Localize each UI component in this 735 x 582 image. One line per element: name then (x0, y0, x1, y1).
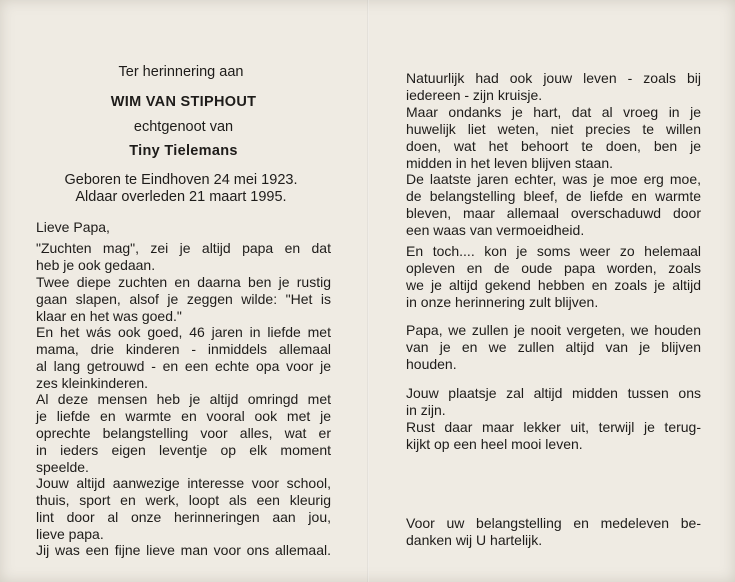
text-line: al lang getrouwd - en een echte opa voor je (36, 357, 331, 374)
spouse-name: Tiny Tielemans (129, 143, 238, 159)
birth-line: Geboren te Eindhoven 24 mei 1923. (64, 172, 298, 188)
text-line: kijkt op een heel mooi leven. (406, 435, 583, 452)
text-line: klaar en het was goed." (36, 307, 182, 324)
text-line: De laatste jaren echter, was je moe erg moe, (406, 171, 701, 187)
text-line: in onze herinnering zult blijven. (406, 293, 599, 310)
text-line: iedereen - zijn kruisje. (406, 86, 543, 103)
text-line: lint door al onze herinneringen aan jou, (36, 508, 331, 525)
text-line: huwelijk liet weten, niet precies te willen (406, 120, 701, 137)
text-line: heb je ook gedaan. (36, 256, 156, 273)
text-line: Voor uw belangstelling en medeleven be- (406, 515, 701, 531)
paragraph (406, 104, 701, 172)
text-line: in ieders eigen leventje op elk moment (36, 441, 331, 458)
text-line: doen, wat het behoort te doen, ben je (406, 137, 701, 154)
text-line: thuis, sport en werk, loopt als een kleurig (36, 491, 331, 508)
death-line: Aldaar overleden 21 maart 1995. (75, 189, 287, 205)
text-line: je liefde en warmte en vooral ook met je (36, 407, 331, 424)
paragraph (406, 385, 701, 419)
paragraph (36, 240, 331, 274)
relation-text: echtgenoot van (133, 119, 234, 135)
text-line: Maar ondanks je hart, dat al vroeg in je (406, 104, 701, 120)
text-line: Papa, we zullen je nooit vergeten, we houden (406, 322, 701, 338)
text-line: we je altijd gekend hebben en zoals je altijd (406, 276, 701, 293)
text-line: Twee diepe zuchten en daarna ben je rustig (36, 274, 331, 290)
text-line: zes kleinkinderen. (36, 374, 149, 391)
text-line: van je en we zullen altijd van je blijven (406, 338, 701, 355)
text-line: lieve papa. (36, 525, 104, 542)
paragraph (36, 324, 331, 392)
text-line: een waas van vermoeidheid. (406, 221, 585, 238)
text-line: oprechte belangstelling voor alles, wat er (36, 424, 331, 441)
text-line: Al deze mensen heb je altijd omringd met (36, 391, 331, 407)
text-line: Jij was een fijne lieve man voor ons allemaal. (36, 542, 331, 558)
paragraph (406, 70, 701, 104)
text-line: opleven en de oude papa worden, zoals (406, 259, 701, 276)
paragraph (406, 419, 701, 453)
text-line: En toch.... kon je soms weer zo helemaal (406, 243, 701, 259)
memorial-heading: Ter herinnering aan (118, 64, 244, 80)
text-line: "Zuchten mag", zei je altijd papa en dat (36, 240, 331, 256)
paragraph (36, 475, 331, 543)
text-line: Jouw plaatsje zal altijd midden tussen ons (406, 385, 701, 401)
text-line: midden in het leven blijven staan. (406, 154, 614, 171)
closing-thanks (406, 515, 701, 549)
text-line: speelde. (36, 458, 89, 475)
text-line: danken wij U hartelijk. (406, 531, 543, 548)
text-line: Natuurlijk had ook jouw leven - zoals bij (406, 70, 701, 86)
text-line: En het wás ook goed, 46 jaren in liefde met (36, 324, 331, 340)
paragraph (406, 322, 701, 373)
salutation: Lieve Papa, (36, 219, 110, 235)
deceased-name: WIM VAN STIPHOUT (110, 94, 257, 110)
text-line: Rust daar maar lekker uit, terwijl je terug- (406, 419, 701, 435)
paragraph (36, 274, 331, 325)
text-line: bleven, maar allemaal overschaduwd door (406, 204, 701, 221)
card-fold (367, 0, 369, 582)
paragraph (406, 243, 701, 311)
text-line: in zijn. (406, 401, 446, 418)
text-line: de belangstelling bleef, de liefde en warmte (406, 187, 701, 204)
text-line: Jouw altijd aanwezige interesse voor school, (36, 475, 331, 491)
text-line: houden. (406, 355, 457, 372)
paragraph (406, 171, 701, 239)
text-line: gaan slapen, alsof je zeggen wilde: "Het is (36, 290, 331, 307)
text-line: mama, drie kinderen - inmiddels allemaal (36, 340, 331, 357)
paragraph (36, 542, 331, 559)
paragraph (36, 391, 331, 476)
